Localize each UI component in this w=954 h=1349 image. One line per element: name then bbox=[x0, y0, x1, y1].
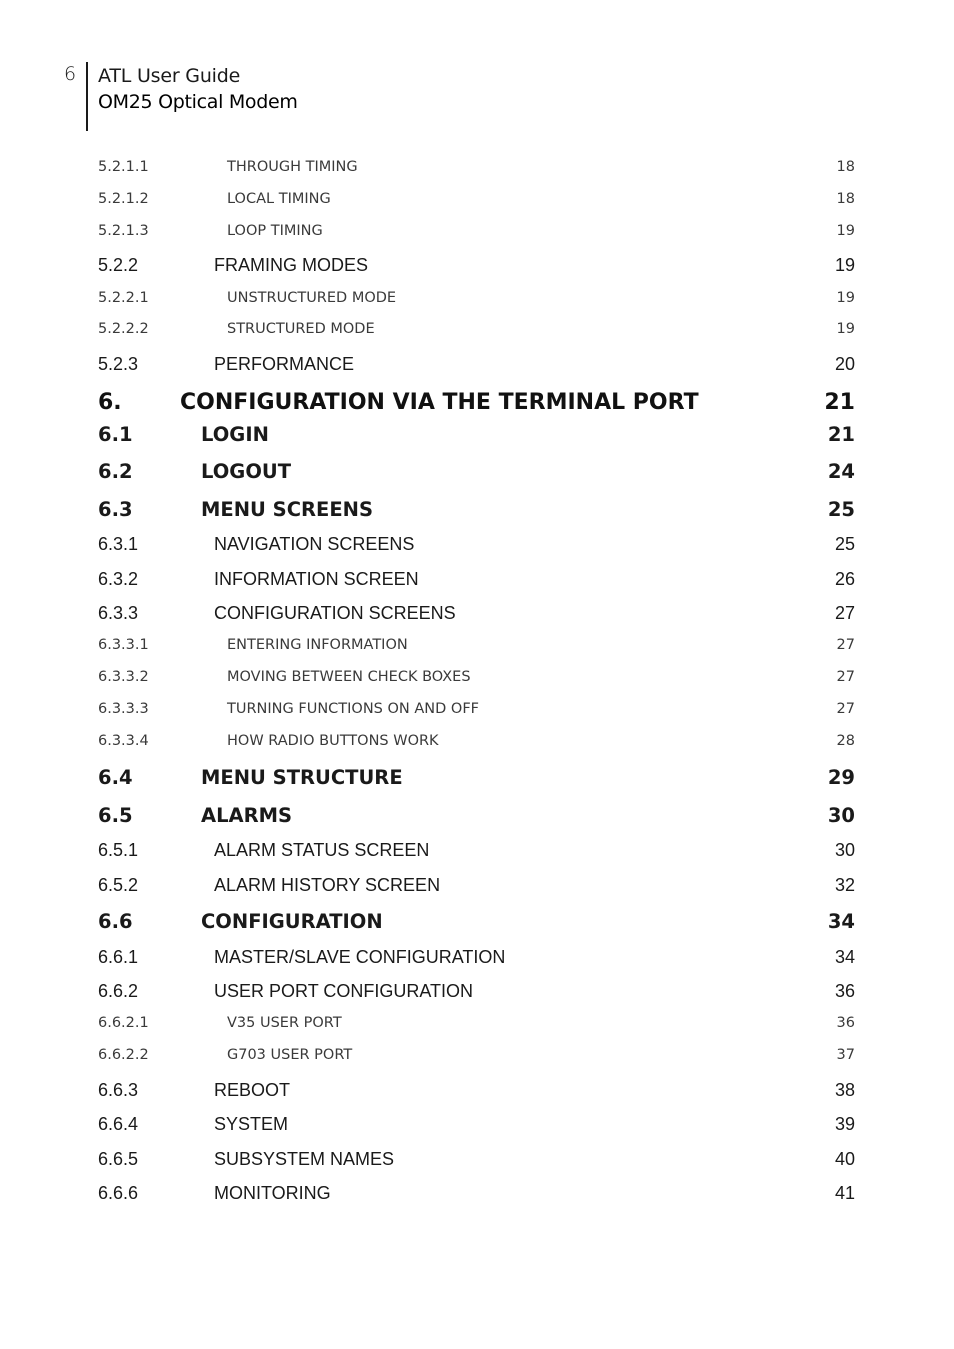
toc-entry-number: 6.6.2.2 bbox=[98, 1047, 149, 1063]
toc-entry-title: CONFIGURATION SCREENS bbox=[214, 603, 456, 623]
toc-entry[interactable] bbox=[98, 534, 855, 556]
toc-entry-title: PERFORMANCE bbox=[214, 354, 355, 374]
toc-entry-page: 19 bbox=[836, 290, 855, 306]
toc-entry[interactable] bbox=[98, 910, 855, 934]
toc-entry-number: 5.2.2.1 bbox=[98, 290, 149, 306]
toc-entry-number: 5.2.1.2 bbox=[98, 191, 149, 207]
toc-entry-title: INFORMATION SCREEN bbox=[214, 569, 419, 589]
toc-entry-number: 6.6.6 bbox=[98, 1183, 139, 1203]
toc-entry-page: 21 bbox=[827, 423, 855, 446]
toc-entry[interactable] bbox=[98, 159, 855, 179]
toc-entry-title: THROUGH TIMING bbox=[227, 159, 358, 175]
document-title: ATL User Guide bbox=[98, 65, 241, 87]
header-divider bbox=[86, 62, 88, 131]
toc-entry-page: 27 bbox=[836, 637, 855, 653]
toc-entry-number: 6.3 bbox=[98, 498, 133, 521]
toc-entry-title: V35 USER PORT bbox=[227, 1015, 342, 1031]
toc-entry-page: 26 bbox=[834, 569, 855, 589]
toc-entry[interactable] bbox=[98, 603, 855, 625]
toc-entry-number: 6.5.2 bbox=[98, 875, 139, 895]
document-subtitle: OM25 Optical Modem bbox=[98, 91, 298, 113]
toc-entry[interactable] bbox=[98, 1114, 855, 1136]
toc-entry[interactable] bbox=[98, 321, 855, 341]
toc-entry-page: 34 bbox=[827, 910, 855, 933]
toc-entry-page: 38 bbox=[834, 1080, 855, 1100]
toc-entry-page: 24 bbox=[827, 460, 855, 483]
toc-entry-title: HOW RADIO BUTTONS WORK bbox=[227, 733, 439, 749]
toc-entry-title: G703 USER PORT bbox=[227, 1047, 353, 1063]
toc-entry-page: 20 bbox=[834, 354, 855, 374]
toc-entry[interactable] bbox=[98, 290, 855, 310]
toc-entry-title: CONFIGURATION VIA THE TERMINAL PORT bbox=[180, 390, 699, 415]
toc-entry-number: 6.6.4 bbox=[98, 1114, 139, 1134]
toc-entry-number: 5.2.1.1 bbox=[98, 159, 149, 175]
toc-entry-page: 29 bbox=[827, 766, 855, 789]
toc-entry-title: UNSTRUCTURED MODE bbox=[227, 290, 397, 306]
toc-entry-number: 5.2.3 bbox=[98, 354, 139, 374]
toc-entry-number: 6.3.3.2 bbox=[98, 669, 149, 685]
page-number: 6 bbox=[64, 63, 77, 85]
toc-entry-title: ALARMS bbox=[201, 804, 293, 827]
toc-entry-number: 5.2.2.2 bbox=[98, 321, 149, 337]
toc-entry-page: 41 bbox=[834, 1183, 855, 1203]
toc-entry-page: 39 bbox=[834, 1114, 855, 1134]
toc-entry-page: 25 bbox=[834, 534, 855, 554]
toc-entry-title: SUBSYSTEM NAMES bbox=[214, 1149, 395, 1169]
toc-entry-title: FRAMING MODES bbox=[214, 255, 369, 275]
toc-entry-page: 19 bbox=[836, 321, 855, 337]
toc-entry-title: MONITORING bbox=[214, 1183, 331, 1203]
toc-entry[interactable] bbox=[98, 423, 855, 447]
toc-entry-page: 28 bbox=[836, 733, 855, 749]
toc-entry-page: 32 bbox=[834, 875, 855, 895]
toc-entry-page: 27 bbox=[836, 701, 855, 717]
toc-entry-page: 30 bbox=[834, 840, 855, 860]
toc-entry-page: 34 bbox=[834, 947, 855, 967]
toc-entry[interactable] bbox=[98, 1183, 855, 1205]
toc-entry-title: ENTERING INFORMATION bbox=[227, 637, 408, 653]
toc-entry-title: ALARM HISTORY SCREEN bbox=[214, 875, 441, 895]
toc-entry[interactable] bbox=[98, 1149, 855, 1171]
toc-entry-number: 6.3.2 bbox=[98, 569, 139, 589]
toc-entry-number: 5.2.2 bbox=[98, 255, 139, 275]
toc-entry-title: ALARM STATUS SCREEN bbox=[214, 840, 430, 860]
toc-entry-title: MENU SCREENS bbox=[201, 498, 374, 521]
toc-entry-title: NAVIGATION SCREENS bbox=[214, 534, 415, 554]
toc-entry[interactable] bbox=[98, 637, 855, 657]
toc-entry[interactable] bbox=[98, 1080, 855, 1102]
toc-entry-number: 6. bbox=[98, 390, 122, 415]
toc-entry[interactable] bbox=[98, 354, 855, 376]
toc-entry-page: 30 bbox=[827, 804, 855, 827]
toc-entry-number: 6.6.2 bbox=[98, 981, 139, 1001]
toc-entry-title: CONFIGURATION bbox=[201, 910, 383, 933]
toc-entry-title: MENU STRUCTURE bbox=[201, 766, 403, 789]
toc-entry[interactable] bbox=[98, 669, 855, 689]
toc-entry-number: 6.3.3.4 bbox=[98, 733, 149, 749]
toc-entry-title: MOVING BETWEEN CHECK BOXES bbox=[227, 669, 471, 685]
toc-entry[interactable] bbox=[98, 255, 855, 277]
toc-entry-title: LOGIN bbox=[201, 423, 269, 446]
toc-entry[interactable] bbox=[98, 1015, 855, 1035]
toc-entry[interactable] bbox=[98, 733, 855, 753]
toc-entry-number: 5.2.1.3 bbox=[98, 223, 149, 239]
toc-entry-number: 6.5 bbox=[98, 804, 133, 827]
toc-entry[interactable] bbox=[98, 191, 855, 211]
toc-entry-title: STRUCTURED MODE bbox=[227, 321, 375, 337]
toc-entry-title: LOGOUT bbox=[201, 460, 292, 483]
toc-entry[interactable] bbox=[98, 804, 855, 828]
toc-entry[interactable] bbox=[98, 766, 855, 790]
toc-entry-page: 27 bbox=[836, 669, 855, 685]
toc-entry[interactable] bbox=[98, 947, 855, 969]
toc-entry-number: 6.6.3 bbox=[98, 1080, 139, 1100]
toc-entry-number: 6.3.3.1 bbox=[98, 637, 149, 653]
toc-entry[interactable] bbox=[98, 390, 855, 418]
toc-entry-page: 36 bbox=[834, 981, 855, 1001]
toc-entry[interactable] bbox=[98, 981, 855, 1003]
toc-entry[interactable] bbox=[98, 840, 855, 862]
toc-entry[interactable] bbox=[98, 701, 855, 721]
toc-entry-title: LOCAL TIMING bbox=[227, 191, 331, 207]
toc-entry[interactable] bbox=[98, 460, 855, 484]
toc-entry-number: 6.4 bbox=[98, 766, 133, 789]
toc-entry-page: 18 bbox=[836, 159, 855, 175]
toc-entry-page: 19 bbox=[834, 255, 855, 275]
toc-entry-title: SYSTEM bbox=[214, 1114, 289, 1134]
toc-entry-number: 6.6.2.1 bbox=[98, 1015, 149, 1031]
toc-entry-page: 37 bbox=[836, 1047, 855, 1063]
toc-entry-number: 6.1 bbox=[98, 423, 133, 446]
toc-entry-number: 6.2 bbox=[98, 460, 133, 483]
toc-entry-number: 6.5.1 bbox=[98, 840, 139, 860]
toc-entry[interactable] bbox=[98, 498, 855, 522]
toc-entry[interactable] bbox=[98, 875, 855, 897]
toc-entry-title: TURNING FUNCTIONS ON AND OFF bbox=[227, 701, 479, 717]
toc-entry-title: MASTER/SLAVE CONFIGURATION bbox=[214, 947, 506, 967]
toc-entry-page: 19 bbox=[836, 223, 855, 239]
toc-entry-number: 6.6.5 bbox=[98, 1149, 139, 1169]
toc-entry[interactable] bbox=[98, 569, 855, 591]
toc-entry-page: 18 bbox=[836, 191, 855, 207]
toc-entry-number: 6.3.3 bbox=[98, 603, 139, 623]
toc-entry-number: 6.3.3.3 bbox=[98, 701, 149, 717]
toc-entry-page: 25 bbox=[827, 498, 855, 521]
toc-entry-title: LOOP TIMING bbox=[227, 223, 323, 239]
toc-entry-title: USER PORT CONFIGURATION bbox=[214, 981, 474, 1001]
toc-entry-number: 6.6.1 bbox=[98, 947, 139, 967]
toc-entry-page: 36 bbox=[836, 1015, 855, 1031]
toc-entry[interactable] bbox=[98, 223, 855, 243]
toc-entry-page: 40 bbox=[834, 1149, 855, 1169]
toc-entry-title: REBOOT bbox=[214, 1080, 291, 1100]
toc-entry-page: 27 bbox=[834, 603, 855, 623]
toc-entry-page: 21 bbox=[824, 390, 855, 415]
toc-entry-number: 6.3.1 bbox=[98, 534, 139, 554]
toc-entry[interactable] bbox=[98, 1047, 855, 1067]
toc-entry-number: 6.6 bbox=[98, 910, 133, 933]
